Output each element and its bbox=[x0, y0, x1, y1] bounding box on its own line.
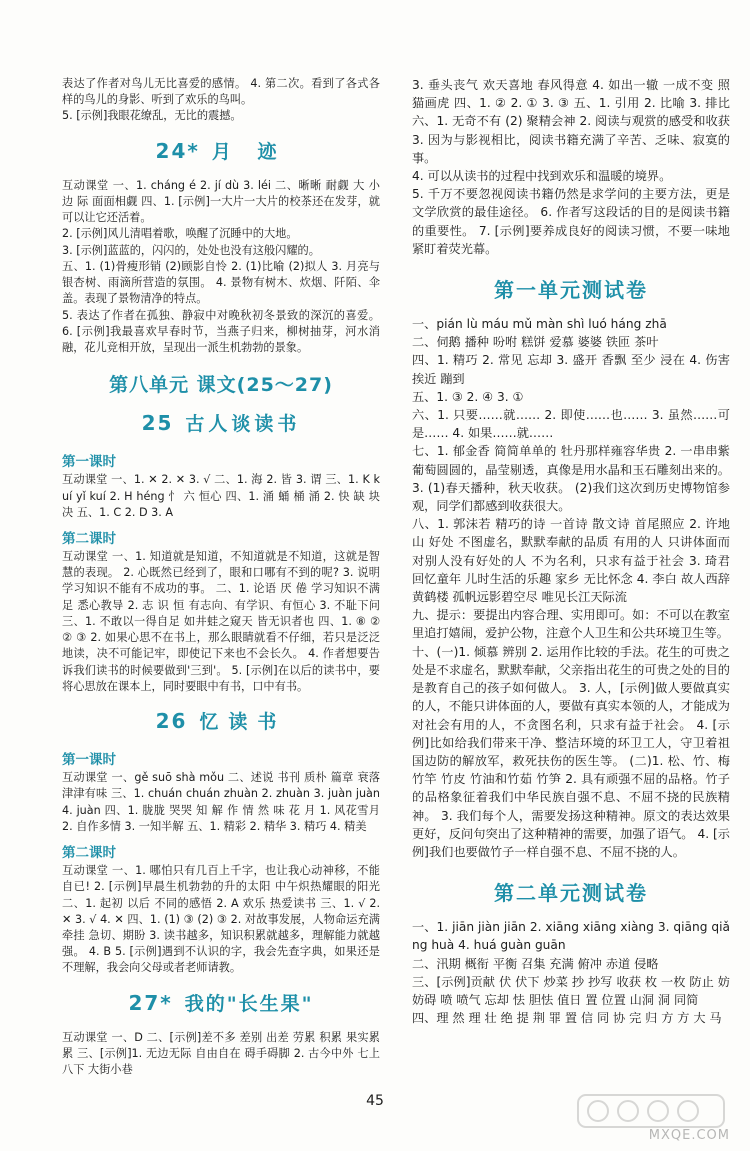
lesson-26-period-1: 第一课时 bbox=[62, 752, 116, 769]
lesson-26-title: 忆读书 bbox=[199, 711, 287, 734]
lesson-24-para: 3. [示例]蓝蓝的，闪闪的，处处也没有这般闪耀的。 bbox=[62, 243, 320, 257]
test-2-heading: 第二单元测试卷 bbox=[494, 881, 648, 906]
lesson-26-heading bbox=[62, 707, 380, 734]
lesson-27-number: 27* bbox=[128, 990, 173, 1015]
lesson-25-heading bbox=[62, 409, 380, 436]
left-intro-1: 表达了作者对鸟儿无比喜爱的感情。 4. 第二次。看到了各式各样的鸟儿的身影、听到了欢乐的鸟叫。 bbox=[62, 77, 380, 107]
lesson-25-title: 古人谈读书 bbox=[185, 413, 301, 436]
test-1-heading: 第一单元测试卷 bbox=[494, 278, 648, 303]
lesson-25-period-2-para: 互动课堂 一、1. 知道就是知道，不知道就是不知道，这就是智慧的表现。 2. 心既然已经到了，眼和口哪有不到的呢? 3. 说明学习知识不能有不成功的事。 二、1. 论语 厌 倦 学习知识不满足 悉心教导 2. 志 识 恒 有志向、有学识、有恒心 3. 不耻下问 三、1. 不敢以一得自足 如井蛙之窥天 皆无识者也 四、1. ⑧ ② ② ③ 2. 如果心思不在书上，那么眼睛就看不仔细，若只是泛泛地读，决不可能记牢，即使记下来也不会长久。 4. 作者想要告诉我们读书的时候要做到'三到'。 5. [示例]在以后的读书中，要将心思放在课本上，同时要眼中有书，口中有书。 bbox=[62, 549, 380, 693]
right-intro-1: 3. 垂头丧气 欢天喜地 春风得意 4. 如出一辙 一成不变 照猫画虎 四、1. ② 2. ① 3. ③ 五、1. 引用 2. 比喻 3. 排比 六、1. 无奇不有 (2) 聚精会神 2. 阅读与观赏的感受和收获 3. 因为与影视相比，阅读书籍充满了辛苦、乏味、寂寞的事。 bbox=[412, 78, 730, 165]
watermark-text: MXQE.COM bbox=[648, 1128, 730, 1143]
lesson-24-para: 互动课堂 一、1. cháng é 2. jí dù 3. léi 二、晰晰 耐觑 大 小 边 际 面面相觑 四、1. [示例]一大片一大片的校茶还在发芽，就可以让它还活着。 bbox=[62, 178, 380, 225]
lesson-25-period-1-para: 互动课堂 一、1. ✕ 2. ✕ 3. √ 二、1. 海 2. 皆 3. 谓 三、1. K kuí yǐ kuí 2. H héng 忄 六 恒心 四、1. 涌 蛹 桶 涌 2. 快 缺 块 决 五、1. C 2. D 3. A bbox=[62, 473, 380, 519]
lesson-24-para: 五、1. (1)骨瘦形销 (2)顾影自怜 2. (1)比喻 (2)拟人 3. 月亮与银杏树、雨滴所营造的氛围。 4. 景物有树木、炊烟、阡陌、伞盖。表现了景物清净的特点。 bbox=[62, 259, 380, 306]
test-2-para: 一、1. jiān jiàn jiān 2. xiāng xiāng xiàng 3. qiāng qiǎng huà 4. huá guàn guān bbox=[412, 920, 730, 953]
test-2-para: 四、理 然 理 壮 绝 提 荆 罪 置 信 同 协 完 归 方 方 大 马 bbox=[412, 1011, 722, 1026]
test-1-para: 一、pián lù máu mǔ màn shì luó háng zhā bbox=[412, 317, 667, 332]
lesson-27-para: 互动课堂 一、D 二、[示例]差不多 差别 出差 劳累 积累 果实累累 三、[示例]1. 无边无际 自由自在 碍手碍脚 2. 古今中外 七上八下 大街小巷 bbox=[62, 1030, 380, 1077]
lesson-25-number: 25 bbox=[141, 411, 174, 436]
unit-8-heading: 第八单元 课文(25～27) bbox=[109, 374, 333, 397]
right-intro-3: 5. 千万不要忽视阅读书籍仍然是求学问的主要方法，更是文学欣赏的最佳途径。 6. 作者写这段话的目的是阅读书籍的重要性。 7. [示例]要养成良好的阅读习惯，不要一味地紧盯着荧光幕。 bbox=[412, 187, 730, 256]
test-2-para: 二、汛期 概衔 平衡 召集 充满 俯冲 赤道 侵略 bbox=[412, 956, 659, 971]
lesson-24-number: 24* bbox=[155, 138, 200, 163]
left-column bbox=[62, 76, 380, 1078]
test-1-para: 七、1. 郁金香 简简单单的 牡丹那样雍容华贵 2. 一串串紫葡萄圆圆的，晶莹剔透，真像是用水晶和玉石雕刻出来的。 3. (1)春天播种，秋天收获。 (2)我们这次到历史博物馆参观，同学们都感到收获很大。 bbox=[412, 444, 730, 514]
lesson-26-number: 26 bbox=[155, 709, 188, 734]
test-1-para: 四、1. 精巧 2. 常见 忘却 3. 盛开 香飘 至少 浸在 4. 伤害 挨近 蹦到 bbox=[412, 353, 730, 386]
watermark-logo-icon bbox=[576, 1091, 726, 1131]
test-1-para: 十、(一)1. 倾慕 辨别 2. 运用作比较的手法。花生的可贵之处是不求虚名，默默奉献，父亲指出花生的可贵之处的目的是教育自己的孩子如何做人。 3. 人，[示例]做人要做真实的人，不能只讲体面的人，要做有真实本领的人，才能成为对社会有用的人，不贪图名利，只求有益于社会。 4. [示例]比如给我们带来干净、整洁环境的环卫工人，守卫着祖国边防的解放军，救死扶伤的医生等。 (二)1. 松、竹、梅 竹竿 竹皮 竹油和竹茹 竹笋 2. 具有顽强不屈的品格。竹子的品格象征着我们中华民族自强不息、不屈不挠的民族精神。 3. 我们每个人，需要发扬这种精神。原文的表达效果更好，反问句突出了这种精神的需要，加强了语气。 4. [示例]我们也要做竹子一样自强不息、不屈不挠的人。 bbox=[412, 644, 730, 859]
left-intro-2: 5. [示例]我眼花缭乱，无比的震撼。 bbox=[62, 109, 242, 123]
test-2-para: 三、[示例]贡献 伏 伏下 炒菜 抄 抄写 收获 枚 一枚 防止 妨 妨碍 喷 喷气 忘却 怯 胆怯 值日 置 位置 山洞 洞 同简 bbox=[412, 974, 730, 1007]
right-intro-2: 4. 可以从读书的过程中找到欢乐和温暖的境界。 bbox=[412, 169, 672, 184]
lesson-24-heading bbox=[62, 137, 380, 164]
page-number: 45 bbox=[366, 1093, 384, 1109]
test-1-para: 九、提示：要提出内容合理、实用即可。如：不可以在教室里追打嬉闹，爱护公物，注意个人卫生和公共环境卫生等。 bbox=[412, 608, 730, 641]
lesson-26-period-2-para: 互动课堂 一、1. 哪怕只有几百上千字，也让我心动神移，不能自已! 2. [示例]早晨生机勃勃的升的太阳 中午炽热耀眼的阳光 二、1. 起初 以后 不同的感悟 2. A 欢乐 热爱读书 三、1. √ 2. ✕ 3. √ 4. ✕ 四、1. (1) ③ (2) ③ 2. 对故事发展，人物命运充满牵挂 急切、期盼 3. 读书越多，知识积累就越多，理解能力就越强。 4. B 5. [示例]遇到不认识的字，我会先查字典，如果还是不理解，我会向父母或者老师请教。 bbox=[62, 864, 380, 975]
lesson-24-para: 5. 表达了作者在孤独、静寂中对晚秋初冬景致的深沉的喜爱。 6. [示例]我最喜欢早春时节，当燕子归来，柳树抽芽，河水消融，花儿竞相开放，呈现出一派生机勃勃的景象。 bbox=[62, 308, 380, 355]
lesson-27-title: 我的"长生果" bbox=[184, 992, 314, 1015]
test-1-para: 六、1. 只要……就…… 2. 即使……也…… 3. 虽然……可是…… 4. 如果……就…… bbox=[412, 408, 730, 441]
lesson-24-para: 2. [示例]风儿清唱着歌，唤醒了沉睡中的大地。 bbox=[62, 227, 298, 241]
lesson-26-period-2: 第二课时 bbox=[62, 845, 116, 862]
lesson-27-heading bbox=[62, 989, 380, 1016]
lesson-24-title: 月 迹 bbox=[211, 140, 287, 163]
lesson-26-period-1-para: 互动课堂 一、gě suō shà mǒu 二、述说 书刊 质朴 篇章 衰落 津津有味 三、1. chuán chuán zhuàn 2. zhuàn 3. juàn juàn 4. juàn 四、1. 胧胧 哭哭 知 解 作 情 然 味 花 月 1. 风花雪月 2. 自作多情 3. 一知半解 五、1. 精彩 2. 精华 3. 精巧 4. 精美 bbox=[62, 771, 380, 833]
right-column bbox=[412, 76, 730, 1027]
test-1-para: 八、1. 郭沫若 精巧的诗 一首诗 散文诗 首尾照应 2. 许地山 好处 不图虚名，默默奉献的品质 有用的人 只讲体面而对别人没有好处的人 不为名利，只求有益于社会 3. 琦君 回忆童年 儿时生活的乐趣 家乡 无比怀念 4. 李白 故人西辞黄鹤楼 孤帆远影碧空尽 唯见长江天际流 bbox=[412, 517, 730, 605]
lesson-25-period-2: 第二课时 bbox=[62, 530, 116, 547]
test-1-para: 二、伺鹅 播种 吩咐 糕饼 爱慕 婆婆 铁匝 茶叶 bbox=[412, 335, 659, 350]
lesson-25-period-1: 第一课时 bbox=[62, 454, 116, 471]
test-1-para: 五、1. ③ 2. ④ 3. ① bbox=[412, 389, 524, 404]
